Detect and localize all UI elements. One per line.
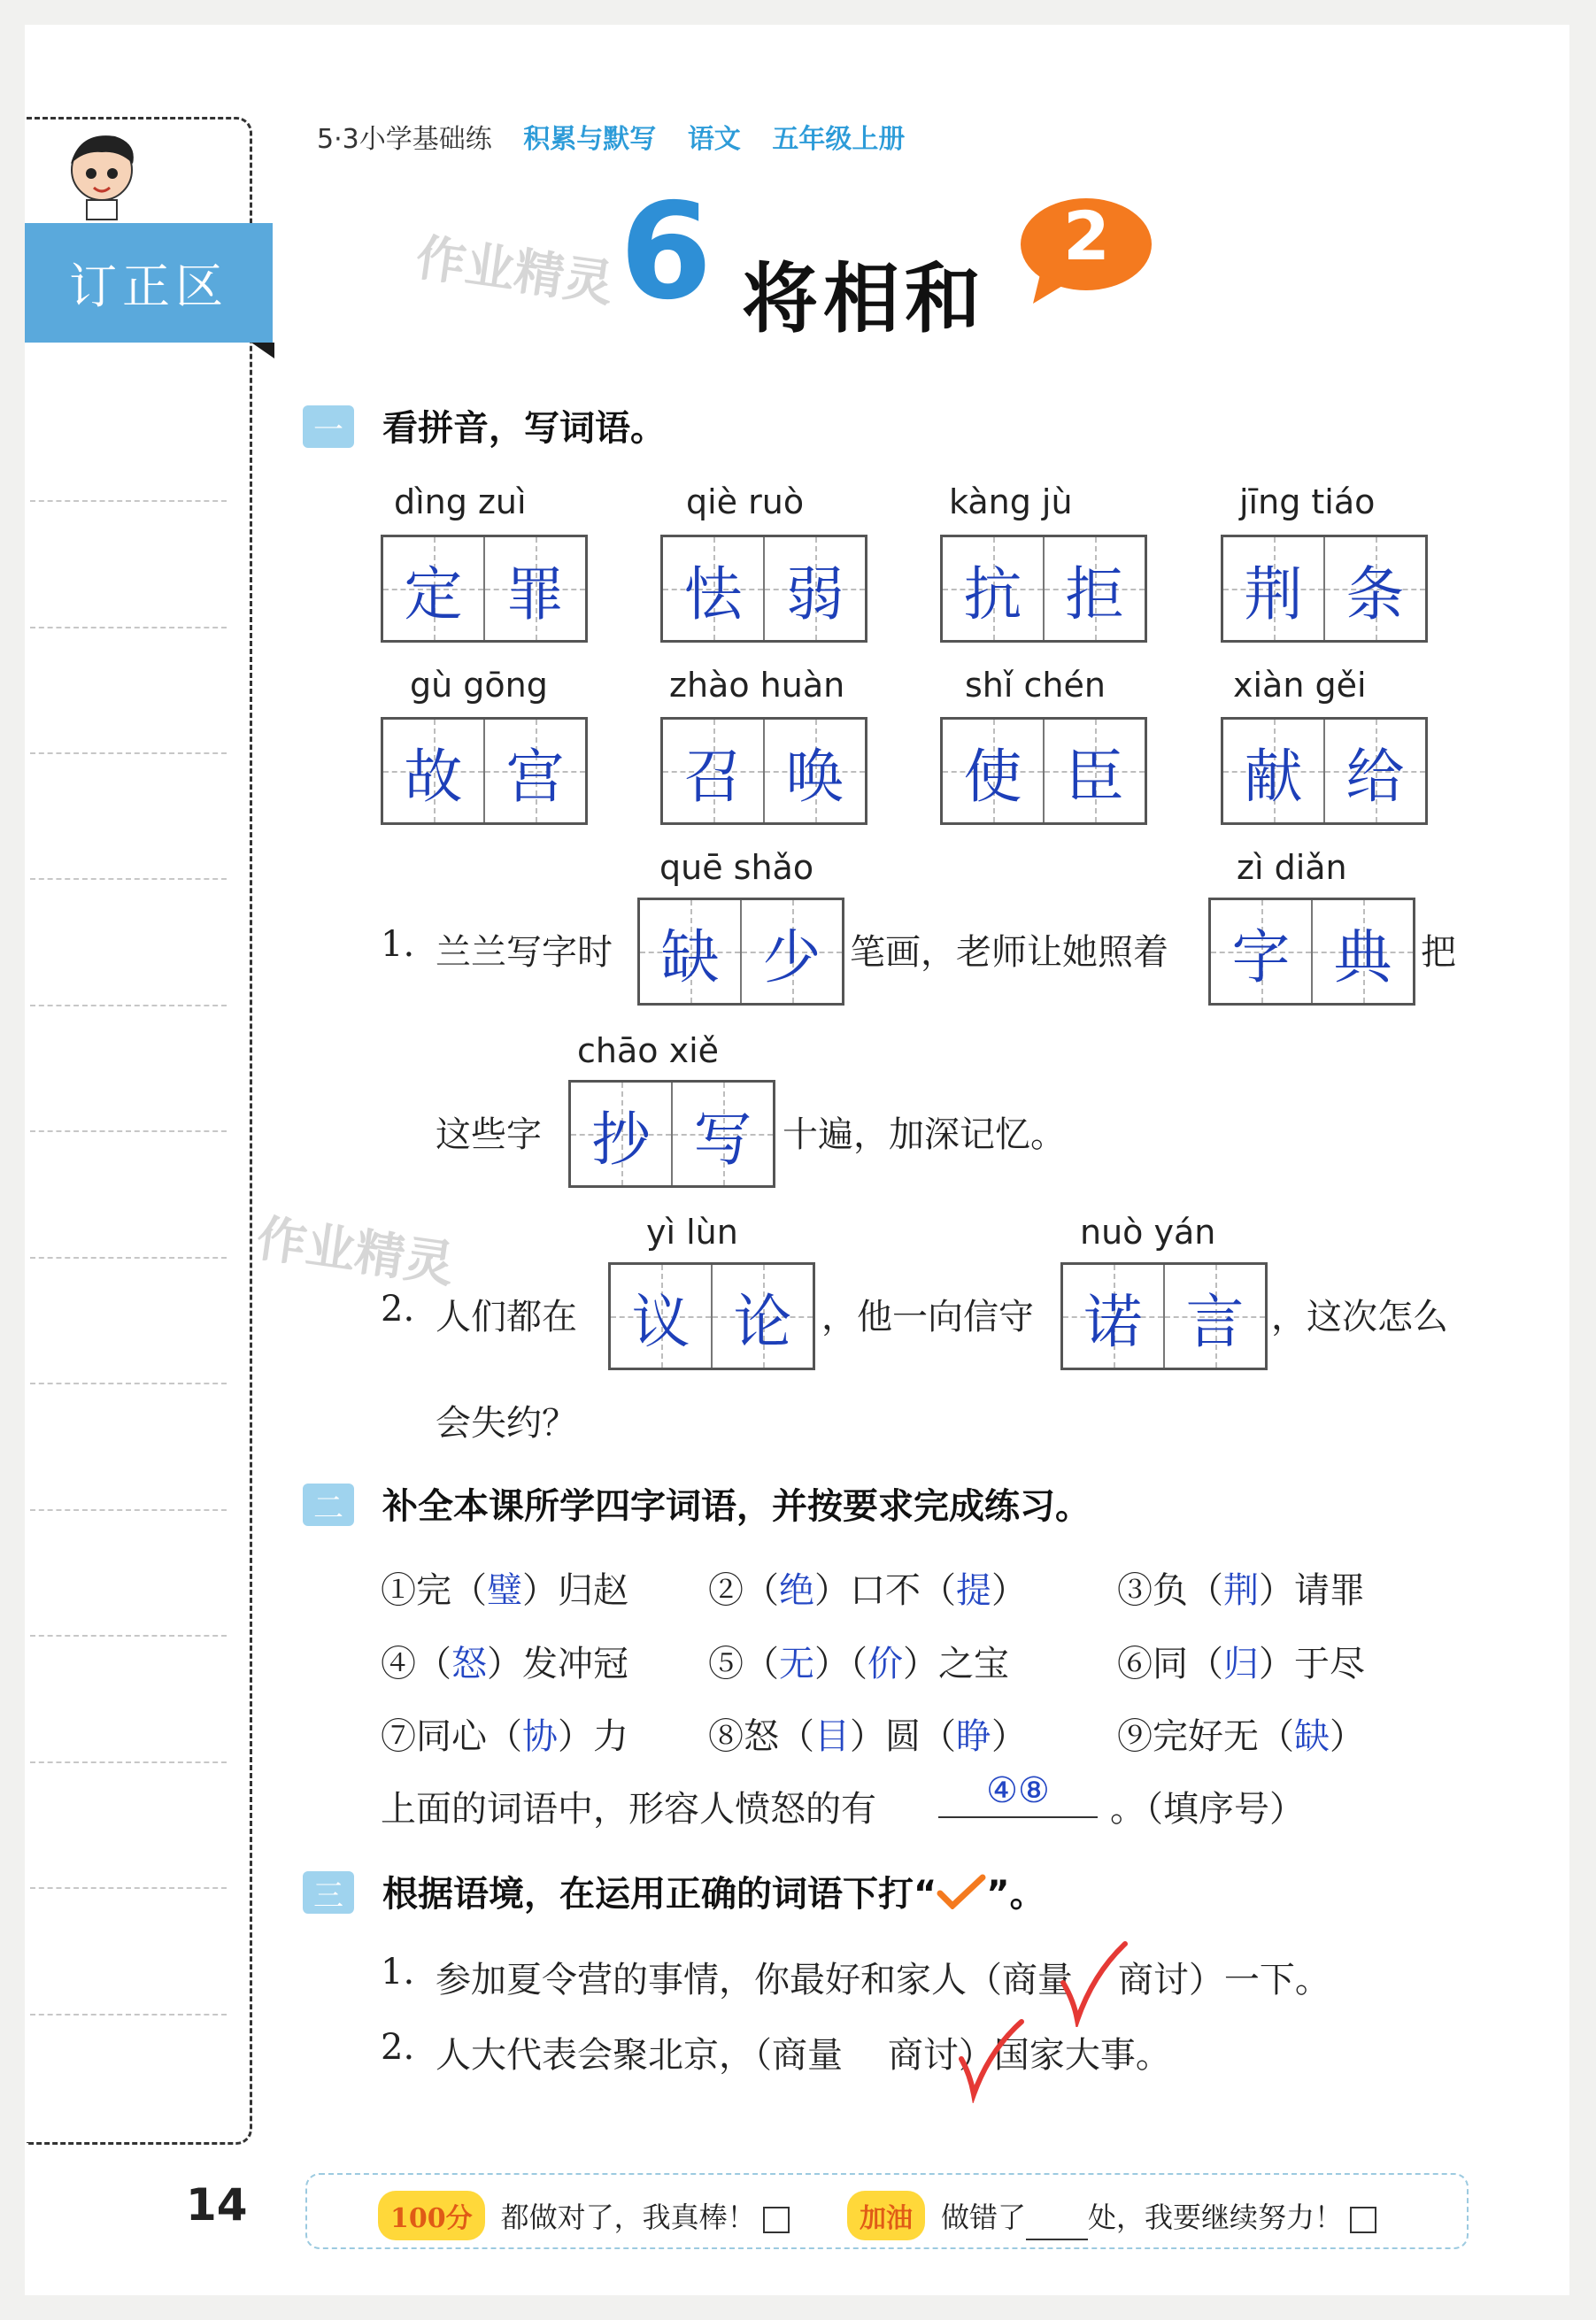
section-title: 补全本课所学四字词语，并按要求完成练习。 [382, 1486, 1091, 1527]
idiom-item: ⑥同（归）于尽 [1117, 1644, 1365, 1684]
answer-box [1208, 898, 1415, 1006]
char-cell: 抄 [571, 1083, 673, 1185]
section-title: 看拼音，写词语。 [382, 408, 666, 449]
sentence-text: ，他一向信守 [821, 1297, 1034, 1337]
answer-blank: ④⑧ [938, 1770, 1098, 1818]
ruled-line [30, 1887, 227, 1889]
self-evaluation-bar [305, 2173, 1469, 2249]
char-cell: 拒 [1045, 537, 1145, 640]
answer-box [940, 717, 1147, 825]
watermark: 作业精灵 [252, 1209, 458, 1295]
error-count-blank[interactable] [1026, 2214, 1088, 2240]
section-badge: 三 [303, 1871, 354, 1914]
question-text: 。（填序号） [1110, 1789, 1305, 1830]
char-cell: 宫 [485, 720, 585, 822]
char-cell: 诺 [1063, 1265, 1165, 1368]
keep-going-badge: 加油 [847, 2191, 925, 2240]
ruled-line [30, 627, 227, 628]
idiom-item: ⑧怒（目）圆（睁） [708, 1716, 1027, 1757]
char-cell: 少 [742, 900, 842, 1003]
char-cell: 臣 [1045, 720, 1145, 822]
sentence-text: ，这次怎么 [1271, 1297, 1448, 1337]
char-cell: 怯 [663, 537, 765, 640]
char-cell: 召 [663, 720, 765, 822]
sentence-text: 会失约？ [436, 1403, 577, 1444]
answer-box [660, 717, 867, 825]
lesson-part-bubble [1014, 193, 1155, 299]
ruled-line [30, 2014, 227, 2016]
sentence-text: 人大代表会聚北京，（商量 商讨）国家大事。 [436, 2035, 1171, 2076]
ruled-line [30, 1635, 227, 1637]
answer-box [608, 1262, 815, 1370]
sentence-number: 2. [381, 2027, 415, 2068]
sentence-number: 2. [381, 1289, 415, 1330]
evaluation-text: 做错了 [941, 2201, 1027, 2234]
pinyin: zì diǎn [1237, 848, 1347, 887]
ruled-line [30, 500, 227, 502]
section-badge: 二 [303, 1484, 354, 1526]
char-cell: 献 [1223, 720, 1325, 822]
answer-box [381, 717, 588, 825]
series-name: 5·3小学基础练 [317, 124, 492, 155]
char-cell: 荆 [1223, 537, 1325, 640]
ruled-line [30, 1509, 227, 1511]
ruled-line [30, 1383, 227, 1384]
char-cell: 抗 [943, 537, 1045, 640]
idiom-item: ⑦同心（协）力 [381, 1716, 628, 1757]
answer-box [1060, 1262, 1268, 1370]
book-header [317, 117, 905, 156]
pinyin: gù gōng [410, 666, 548, 705]
sentence-text: 人们都在 [436, 1297, 577, 1337]
answer-box [568, 1080, 775, 1188]
perfect-score-badge: 100分 [378, 2191, 485, 2240]
pinyin: dìng zuì [394, 482, 527, 521]
answer-box [940, 535, 1147, 643]
pinyin: chāo xiě [577, 1031, 720, 1070]
pinyin: quē shǎo [659, 848, 814, 887]
section-title: 根据语境，在运用正确的词语下打“ ”。 [382, 1866, 1045, 1918]
char-cell: 定 [383, 537, 485, 640]
answer-box [381, 535, 588, 643]
sentence-text: 十遍，加深记忆。 [783, 1114, 1066, 1155]
page-number: 14 [186, 2179, 248, 2231]
answer-box [637, 898, 844, 1006]
answer-box [1221, 717, 1428, 825]
boy-mascot-icon [53, 124, 150, 221]
char-cell: 论 [713, 1265, 813, 1368]
ruled-line [30, 1257, 227, 1259]
idiom-item: ②（绝）口不（提） [708, 1570, 1027, 1611]
red-check-icon [956, 2015, 1027, 2107]
pinyin: jīng tiáo [1239, 482, 1376, 521]
char-cell: 给 [1325, 720, 1425, 822]
idiom-item: ①完（璧）归赵 [381, 1570, 628, 1611]
sentence-number: 1. [381, 1952, 415, 1992]
char-cell: 罪 [485, 537, 585, 640]
char-cell: 字 [1211, 900, 1313, 1003]
pinyin: shǐ chén [965, 666, 1106, 705]
answer-box [660, 535, 867, 643]
char-cell: 议 [611, 1265, 713, 1368]
sentence-text: 笔画，老师让她照着 [850, 932, 1168, 973]
idiom-item: ③负（荆）请罪 [1117, 1570, 1365, 1611]
char-cell: 缺 [640, 900, 742, 1003]
char-cell: 故 [383, 720, 485, 822]
idiom-item: ⑤（无）（价）之宝 [708, 1644, 1009, 1684]
ruled-line [30, 1761, 227, 1763]
pinyin: zhào huàn [669, 666, 845, 705]
char-cell: 弱 [765, 537, 865, 640]
grade-name: 五年级上册 [772, 124, 906, 155]
ruled-line [30, 1130, 227, 1132]
char-cell: 写 [673, 1083, 773, 1185]
pinyin: kàng jù [949, 482, 1073, 521]
checkmark-icon [937, 1874, 986, 1918]
section-badge: 一 [303, 405, 354, 448]
pinyin: qiè ruò [686, 482, 805, 521]
sentence-text: 这些字 [436, 1114, 542, 1155]
correction-area-label: 订正区 [25, 223, 273, 343]
lesson-number: 6 [620, 175, 713, 329]
red-check-icon [1058, 1938, 1129, 2031]
char-cell: 典 [1313, 900, 1413, 1003]
pinyin: xiàn gěi [1233, 666, 1367, 705]
ruled-line [30, 1005, 227, 1006]
sentence-number: 1. [381, 924, 415, 965]
sentence-text: 把 [1421, 932, 1456, 973]
answer-box [1221, 535, 1428, 643]
pinyin: yì lùn [646, 1213, 738, 1252]
char-cell: 条 [1325, 537, 1425, 640]
char-cell: 言 [1165, 1265, 1265, 1368]
ruled-line [30, 878, 227, 880]
self-check-box[interactable] [763, 2207, 790, 2233]
self-check-box[interactable] [1350, 2207, 1376, 2233]
watermark: 作业精灵 [412, 228, 617, 314]
subject-name: 语文 [687, 124, 741, 155]
book-name: 积累与默写 [523, 124, 657, 155]
sentence-text: 兰兰写字时 [436, 932, 613, 973]
evaluation-text: 处，我要继续努力！ [1088, 2201, 1344, 2234]
char-cell: 使 [943, 720, 1045, 822]
lesson-title: 将相和 [742, 255, 986, 343]
idiom-item: ④（怒）发冲冠 [381, 1644, 628, 1684]
idiom-item: ⑨完好无（缺） [1117, 1716, 1365, 1757]
ruled-line [30, 752, 227, 754]
char-cell: 唤 [765, 720, 865, 822]
question-text: 上面的词语中，形容人愤怒的有 [381, 1789, 876, 1830]
sentence-text: 参加夏令营的事情，你最好和家人（商量 商讨）一下。 [436, 1960, 1330, 2000]
evaluation-text: 都做对了，我真棒！ [500, 2201, 756, 2234]
lesson-part-number: 2 [1063, 197, 1110, 275]
pinyin: nuò yán [1080, 1213, 1216, 1252]
